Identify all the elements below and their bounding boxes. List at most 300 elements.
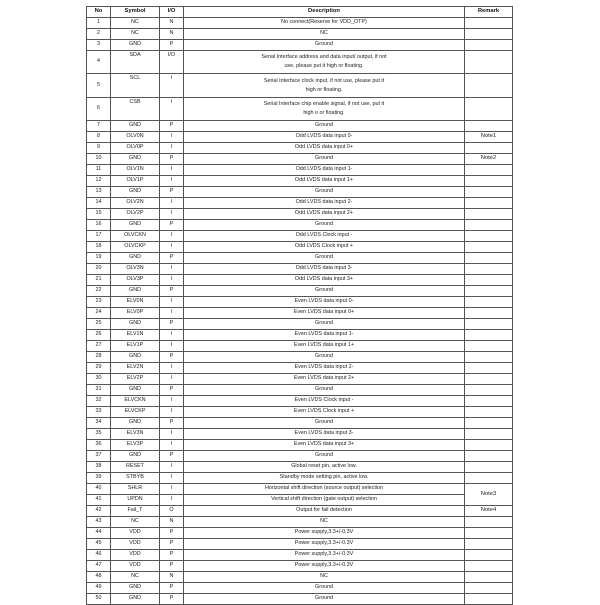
pin-symbol: OLVCKN bbox=[111, 231, 160, 242]
pin-number: 14 bbox=[87, 198, 111, 209]
table-row bbox=[87, 429, 513, 440]
pin-description: Odd LVDS data input 1- bbox=[184, 165, 465, 176]
pin-io-type: P bbox=[160, 550, 184, 561]
pin-number: 1 bbox=[87, 18, 111, 29]
pin-io-type: N bbox=[160, 572, 184, 583]
pin-io-type: I bbox=[160, 495, 184, 506]
pin-description-line: use, please put it high or floating. bbox=[284, 63, 364, 70]
pin-io-type: P bbox=[160, 583, 184, 594]
pin-remark bbox=[465, 462, 513, 473]
pin-symbol: NC bbox=[111, 18, 160, 29]
pin-io-type: I bbox=[160, 231, 184, 242]
pin-description: No connect(Reserve for VDD_OTP) bbox=[184, 18, 465, 29]
table-row bbox=[87, 165, 513, 176]
pin-symbol: ELV1P bbox=[111, 341, 160, 352]
pin-io-type: P bbox=[160, 352, 184, 363]
pin-io-type: I bbox=[160, 264, 184, 275]
pin-symbol: VDD bbox=[111, 561, 160, 572]
table-row bbox=[87, 561, 513, 572]
pin-io-type: I bbox=[160, 396, 184, 407]
table-row bbox=[87, 528, 513, 539]
pin-symbol: GND bbox=[111, 253, 160, 264]
pin-description: Power supply,3.3+/-0.3V bbox=[184, 528, 465, 539]
pin-remark: Note1 bbox=[465, 132, 513, 143]
pin-symbol: NC bbox=[111, 29, 160, 40]
pin-description: Ground bbox=[184, 121, 465, 132]
pin-io-type: I bbox=[160, 297, 184, 308]
table-row bbox=[87, 264, 513, 275]
pin-number: 20 bbox=[87, 264, 111, 275]
pin-description: Odd LVDS data input 2+ bbox=[184, 209, 465, 220]
table-row bbox=[87, 231, 513, 242]
pin-io-type: I bbox=[160, 341, 184, 352]
pin-remark bbox=[465, 451, 513, 462]
pin-remark: Note4 bbox=[465, 506, 513, 517]
pin-description: Ground bbox=[184, 385, 465, 396]
pin-symbol: ELV2N bbox=[111, 363, 160, 374]
pin-number: 24 bbox=[87, 308, 111, 319]
table-row bbox=[87, 517, 513, 528]
table-row bbox=[87, 385, 513, 396]
pin-symbol: OLV3P bbox=[111, 275, 160, 286]
pin-description-line: Serial Interface chip enable signal, if not use, put it bbox=[263, 100, 385, 107]
pin-remark bbox=[465, 429, 513, 440]
pin-number: 35 bbox=[87, 429, 111, 440]
pin-description: Ground bbox=[184, 40, 465, 51]
pin-remark bbox=[465, 231, 513, 242]
pin-number: 41 bbox=[87, 495, 111, 506]
table-row bbox=[87, 550, 513, 561]
pin-io-type: I bbox=[160, 374, 184, 385]
pin-symbol: NC bbox=[111, 572, 160, 583]
pin-io-type: I bbox=[160, 242, 184, 253]
pin-description: Odd LVDS Clock input - bbox=[184, 231, 465, 242]
pin-number: 2 bbox=[87, 29, 111, 40]
pin-number: 29 bbox=[87, 363, 111, 374]
pin-description: Ground bbox=[184, 583, 465, 594]
pin-io-type: I bbox=[160, 275, 184, 286]
pin-description: Ground bbox=[184, 319, 465, 330]
table-row bbox=[87, 74, 513, 97]
pin-io-type: P bbox=[160, 594, 184, 605]
pin-symbol: RESET bbox=[111, 462, 160, 473]
pin-symbol: OLVCKP bbox=[111, 242, 160, 253]
table-row bbox=[87, 451, 513, 462]
pin-io-type: P bbox=[160, 528, 184, 539]
pin-number: 46 bbox=[87, 550, 111, 561]
table-row bbox=[87, 297, 513, 308]
pin-description: Standby mode setting pin, active low. bbox=[184, 473, 465, 484]
pin-number: 50 bbox=[87, 594, 111, 605]
pin-description: NC bbox=[184, 572, 465, 583]
pin-io-type: I bbox=[160, 74, 184, 97]
pin-description: Even LVDS data input 1+ bbox=[184, 341, 465, 352]
pin-description: Even LVDS data input 0- bbox=[184, 297, 465, 308]
pin-number: 32 bbox=[87, 396, 111, 407]
pin-number: 34 bbox=[87, 418, 111, 429]
pin-remark bbox=[465, 594, 513, 605]
pin-number: 9 bbox=[87, 143, 111, 154]
pin-number: 44 bbox=[87, 528, 111, 539]
pin-description-line: Serial Interface clock input, if not use, please put it bbox=[263, 77, 385, 84]
pin-description: Odd LVDS data input 2- bbox=[184, 198, 465, 209]
pin-number: 6 bbox=[87, 97, 111, 120]
pin-remark bbox=[465, 297, 513, 308]
pin-definition-table bbox=[86, 6, 513, 605]
pin-remark bbox=[465, 242, 513, 253]
pin-io-type: I bbox=[160, 97, 184, 120]
pin-description: Ground bbox=[184, 220, 465, 231]
pin-description: Odd LVDS data input 3- bbox=[184, 264, 465, 275]
pin-remark bbox=[465, 165, 513, 176]
table-row bbox=[87, 363, 513, 374]
pin-io-type: P bbox=[160, 40, 184, 51]
pin-io-type: P bbox=[160, 121, 184, 132]
pin-remark bbox=[465, 97, 513, 120]
pin-remark bbox=[465, 40, 513, 51]
table-row bbox=[87, 18, 513, 29]
pin-number: 16 bbox=[87, 220, 111, 231]
pin-io-type: I bbox=[160, 209, 184, 220]
pin-remark bbox=[465, 407, 513, 418]
pin-description: Output for fail detection bbox=[184, 506, 465, 517]
pin-io-type: I bbox=[160, 165, 184, 176]
pin-description-line: high or floating. bbox=[305, 86, 343, 93]
pin-symbol: GND bbox=[111, 385, 160, 396]
pin-number: 40 bbox=[87, 484, 111, 495]
pin-io-type: P bbox=[160, 418, 184, 429]
pin-symbol: ELV1N bbox=[111, 330, 160, 341]
pin-number: 30 bbox=[87, 374, 111, 385]
pin-symbol: OLV1N bbox=[111, 165, 160, 176]
pin-symbol: STBYB bbox=[111, 473, 160, 484]
pin-symbol: UPDN bbox=[111, 495, 160, 506]
pin-symbol: ELVCKN bbox=[111, 396, 160, 407]
header-no: No bbox=[87, 7, 111, 18]
pin-description: Odd LVDS data input 1+ bbox=[184, 176, 465, 187]
pin-description: Odd LVDS data input 0- bbox=[184, 132, 465, 143]
table-row bbox=[87, 220, 513, 231]
pin-io-type: P bbox=[160, 220, 184, 231]
pin-number: 19 bbox=[87, 253, 111, 264]
pin-remark bbox=[465, 418, 513, 429]
pin-description: Even LVDS data input 2- bbox=[184, 363, 465, 374]
pin-number: 11 bbox=[87, 165, 111, 176]
pin-symbol: OLV0N bbox=[111, 132, 160, 143]
pin-io-type: O bbox=[160, 506, 184, 517]
pin-io-type: I bbox=[160, 330, 184, 341]
pin-remark bbox=[465, 176, 513, 187]
header-io: I/O bbox=[160, 7, 184, 18]
pin-remark bbox=[465, 74, 513, 97]
pin-symbol: OLV3N bbox=[111, 264, 160, 275]
pin-number: 10 bbox=[87, 154, 111, 165]
header-remark: Remark bbox=[465, 7, 513, 18]
pin-io-type: P bbox=[160, 319, 184, 330]
pin-symbol: ELV0P bbox=[111, 308, 160, 319]
pin-remark bbox=[465, 330, 513, 341]
pin-symbol: GND bbox=[111, 154, 160, 165]
pin-description bbox=[184, 51, 465, 74]
pin-io-type: I bbox=[160, 407, 184, 418]
pin-number: 25 bbox=[87, 319, 111, 330]
pin-number: 47 bbox=[87, 561, 111, 572]
pin-description: Even LVDS Clock input - bbox=[184, 396, 465, 407]
pin-description: NC bbox=[184, 29, 465, 40]
pin-io-type: I/O bbox=[160, 51, 184, 74]
pin-remark bbox=[465, 341, 513, 352]
pin-symbol: Fail_T bbox=[111, 506, 160, 517]
pin-remark bbox=[465, 539, 513, 550]
table-row bbox=[87, 319, 513, 330]
table-row bbox=[87, 352, 513, 363]
pin-io-type: P bbox=[160, 561, 184, 572]
table-row bbox=[87, 132, 513, 143]
pin-remark bbox=[465, 51, 513, 74]
pin-remark bbox=[465, 220, 513, 231]
pin-remark bbox=[465, 198, 513, 209]
pin-remark bbox=[465, 29, 513, 40]
pin-description: Power supply,3.3+/-0.3V bbox=[184, 539, 465, 550]
table-row bbox=[87, 572, 513, 583]
pin-symbol: GND bbox=[111, 121, 160, 132]
pin-io-type: I bbox=[160, 462, 184, 473]
table-row bbox=[87, 462, 513, 473]
table-row bbox=[87, 275, 513, 286]
pin-description: Even LVDS data input 3+ bbox=[184, 440, 465, 451]
table-row bbox=[87, 97, 513, 120]
table-row bbox=[87, 51, 513, 74]
pin-symbol: GND bbox=[111, 583, 160, 594]
table-row bbox=[87, 154, 513, 165]
pin-number: 37 bbox=[87, 451, 111, 462]
pin-description: Power supply,3.3+/-0.3V bbox=[184, 561, 465, 572]
table-row bbox=[87, 594, 513, 605]
pin-remark bbox=[465, 385, 513, 396]
pin-remark bbox=[465, 374, 513, 385]
pin-number: 12 bbox=[87, 176, 111, 187]
pin-symbol: VDD bbox=[111, 539, 160, 550]
table-row bbox=[87, 198, 513, 209]
pin-symbol: OLV2P bbox=[111, 209, 160, 220]
table-row bbox=[87, 440, 513, 451]
pin-remark bbox=[465, 396, 513, 407]
pin-symbol: GND bbox=[111, 418, 160, 429]
pin-description: Even LVDS data input 2+ bbox=[184, 374, 465, 385]
pin-description: Ground bbox=[184, 352, 465, 363]
pin-remark bbox=[465, 583, 513, 594]
pin-description bbox=[184, 97, 465, 120]
pin-description: Ground bbox=[184, 286, 465, 297]
pin-io-type: P bbox=[160, 187, 184, 198]
pin-io-type: I bbox=[160, 363, 184, 374]
pin-symbol: VDD bbox=[111, 550, 160, 561]
table-row bbox=[87, 209, 513, 220]
table-row bbox=[87, 539, 513, 550]
pin-io-type: I bbox=[160, 198, 184, 209]
table-header-row bbox=[87, 7, 513, 18]
table-row bbox=[87, 341, 513, 352]
pin-description: Odd LVDS data input 0+ bbox=[184, 143, 465, 154]
pin-remark bbox=[465, 319, 513, 330]
table-row bbox=[87, 583, 513, 594]
pin-description: Ground bbox=[184, 154, 465, 165]
pin-symbol: GND bbox=[111, 187, 160, 198]
table-row bbox=[87, 121, 513, 132]
pin-symbol: ELV2P bbox=[111, 374, 160, 385]
pin-symbol: NC bbox=[111, 517, 160, 528]
pin-remark bbox=[465, 264, 513, 275]
pin-remark bbox=[465, 143, 513, 154]
pin-number: 36 bbox=[87, 440, 111, 451]
pin-number: 28 bbox=[87, 352, 111, 363]
pin-number: 21 bbox=[87, 275, 111, 286]
pin-symbol: GND bbox=[111, 319, 160, 330]
pin-number: 48 bbox=[87, 572, 111, 583]
pin-number: 39 bbox=[87, 473, 111, 484]
table-row bbox=[87, 242, 513, 253]
pin-number: 42 bbox=[87, 506, 111, 517]
pin-symbol: CSB bbox=[111, 97, 160, 120]
pin-symbol: ELV0N bbox=[111, 297, 160, 308]
pin-description-line: high o or floating. bbox=[303, 109, 345, 116]
pin-remark bbox=[465, 18, 513, 29]
pin-number: 13 bbox=[87, 187, 111, 198]
pin-description: Even LVDS data input 3- bbox=[184, 429, 465, 440]
pin-symbol: GND bbox=[111, 286, 160, 297]
pin-number: 4 bbox=[87, 51, 111, 74]
pin-remark bbox=[465, 561, 513, 572]
table-row bbox=[87, 40, 513, 51]
pin-remark: Note3 bbox=[465, 484, 513, 506]
pin-remark bbox=[465, 286, 513, 297]
pin-description: Odd LVDS data input 3+ bbox=[184, 275, 465, 286]
pin-io-type: I bbox=[160, 176, 184, 187]
pin-remark bbox=[465, 517, 513, 528]
pin-number: 15 bbox=[87, 209, 111, 220]
table-row bbox=[87, 29, 513, 40]
pin-remark bbox=[465, 473, 513, 484]
table-row bbox=[87, 143, 513, 154]
table-row bbox=[87, 286, 513, 297]
pin-description: Even LVDS Clock input + bbox=[184, 407, 465, 418]
pin-symbol: GND bbox=[111, 220, 160, 231]
pin-description: Ground bbox=[184, 187, 465, 198]
pin-number: 23 bbox=[87, 297, 111, 308]
pin-remark bbox=[465, 363, 513, 374]
pin-symbol: ELV3N bbox=[111, 429, 160, 440]
pin-number: 26 bbox=[87, 330, 111, 341]
pin-symbol: ELV3P bbox=[111, 440, 160, 451]
pin-remark bbox=[465, 308, 513, 319]
pin-io-type: N bbox=[160, 29, 184, 40]
pin-symbol: ELVCKP bbox=[111, 407, 160, 418]
pin-number: 5 bbox=[87, 74, 111, 97]
pin-description: Ground bbox=[184, 253, 465, 264]
pin-description: Horizontal shift direction (source output) selection bbox=[184, 484, 465, 495]
pin-remark bbox=[465, 209, 513, 220]
pin-remark bbox=[465, 253, 513, 264]
pin-io-type: I bbox=[160, 473, 184, 484]
pin-number: 49 bbox=[87, 583, 111, 594]
pin-io-type: I bbox=[160, 308, 184, 319]
pin-io-type: P bbox=[160, 154, 184, 165]
pin-number: 17 bbox=[87, 231, 111, 242]
pin-description: Even LVDS data input 0+ bbox=[184, 308, 465, 319]
pin-io-type: P bbox=[160, 253, 184, 264]
pin-io-type: I bbox=[160, 484, 184, 495]
pin-remark bbox=[465, 352, 513, 363]
pin-number: 33 bbox=[87, 407, 111, 418]
table-row bbox=[87, 187, 513, 198]
pin-remark bbox=[465, 440, 513, 451]
pin-description: Even LVDS data input 1- bbox=[184, 330, 465, 341]
pin-symbol: GND bbox=[111, 352, 160, 363]
pin-symbol: SCL bbox=[111, 74, 160, 97]
pin-description: NC bbox=[184, 517, 465, 528]
table-row bbox=[87, 484, 513, 495]
table-row bbox=[87, 396, 513, 407]
pin-number: 18 bbox=[87, 242, 111, 253]
pin-remark bbox=[465, 187, 513, 198]
pin-number: 43 bbox=[87, 517, 111, 528]
pin-remark bbox=[465, 528, 513, 539]
pin-io-type: I bbox=[160, 429, 184, 440]
pin-remark bbox=[465, 572, 513, 583]
pin-symbol: GND bbox=[111, 594, 160, 605]
pin-description bbox=[184, 74, 465, 97]
table-row bbox=[87, 176, 513, 187]
table-row bbox=[87, 407, 513, 418]
pin-remark bbox=[465, 275, 513, 286]
pin-symbol: GND bbox=[111, 40, 160, 51]
pin-io-type: P bbox=[160, 286, 184, 297]
pin-number: 27 bbox=[87, 341, 111, 352]
pin-description: Ground bbox=[184, 594, 465, 605]
table-row bbox=[87, 418, 513, 429]
table-row bbox=[87, 495, 513, 506]
pin-symbol: SHLR bbox=[111, 484, 160, 495]
table-row bbox=[87, 506, 513, 517]
pin-symbol: SDA bbox=[111, 51, 160, 74]
table-row bbox=[87, 374, 513, 385]
pin-io-type: P bbox=[160, 451, 184, 462]
pin-symbol: OLV0P bbox=[111, 143, 160, 154]
pin-description: Odd LVDS Clock input + bbox=[184, 242, 465, 253]
pin-io-type: N bbox=[160, 18, 184, 29]
pin-number: 3 bbox=[87, 40, 111, 51]
table-row bbox=[87, 308, 513, 319]
pin-io-type: I bbox=[160, 440, 184, 451]
pin-io-type: I bbox=[160, 132, 184, 143]
pin-remark bbox=[465, 121, 513, 132]
pin-number: 22 bbox=[87, 286, 111, 297]
pin-io-type: P bbox=[160, 539, 184, 550]
pin-description: Ground bbox=[184, 451, 465, 462]
pin-symbol: VDD bbox=[111, 528, 160, 539]
pin-description: Power supply,3.3+/-0.3V bbox=[184, 550, 465, 561]
pin-remark bbox=[465, 550, 513, 561]
pin-description-line: Serial Interface address and data input/ output, if not bbox=[261, 54, 387, 61]
pin-symbol: GND bbox=[111, 451, 160, 462]
pin-description: Global reset pin, active low. bbox=[184, 462, 465, 473]
pin-number: 31 bbox=[87, 385, 111, 396]
pin-symbol: OLV2N bbox=[111, 198, 160, 209]
pin-remark: Note2 bbox=[465, 154, 513, 165]
table-row bbox=[87, 330, 513, 341]
header-symbol: Symbol bbox=[111, 7, 160, 18]
header-description: Description bbox=[184, 7, 465, 18]
